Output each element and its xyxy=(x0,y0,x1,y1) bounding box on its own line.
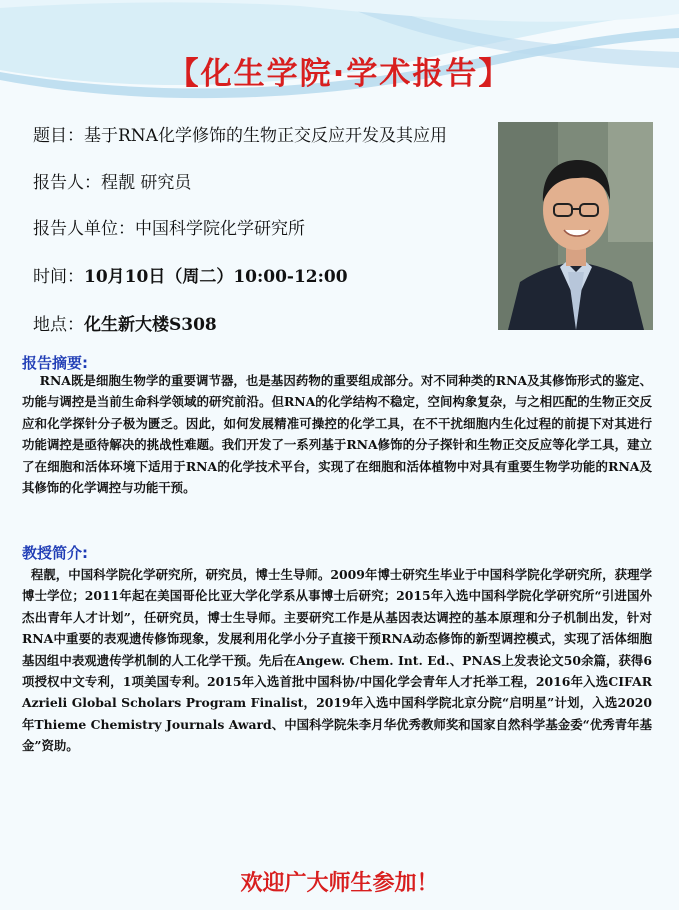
topic-line xyxy=(33,121,447,146)
time-date: 10月10日（周二） xyxy=(84,267,234,287)
time-value: 10:00-12:00 xyxy=(233,267,348,287)
page-title: 【化生学院·学术报告】 xyxy=(167,56,512,92)
bio-text: 程靓，中国科学院化学研究所，研究员，博士生导师。2009年博士研究生毕业于中国科学院化学研究所，获理学博士学位；2011年起在美国哥伦比亚大学化学系从事博士后研究；2015年入选中国科学院化学研究所“引进国外杰出青年人才计划”，任研究员，博士生导师。主要研究工作是从基因表达调控的基本原理和分子机制出发，针对RNA中重要的表观遗传修饰现象，发展利用化学小分子直接干预RNA动态修饰的新型调控模式，实现了活体细胞基因组中表观遗传学机制的人工化学干预。先后在Angew. Chem. Int. Ed.、PNAS上发表论文50余篇，获得6项授权中文专利，1项美国专利。2015年入选首批中国科协/中国化学会青年人才托举工程，2016年入选CIFAR Azrieli Global Scholars Program Finalist，2019年入选中国科学院北京分院“启明星”计划，入选2020年Thieme Chemistry Journals Award、中国科学院朱李月华优秀教师奖和国家自然科学基金委“优秀青年基金”资助。 xyxy=(22,567,657,754)
place-line xyxy=(33,310,217,335)
time-label: 时间： xyxy=(33,267,84,287)
bio-heading: 教授简介: xyxy=(22,544,88,562)
speaker-label: 报告人： xyxy=(33,173,101,193)
abstract-heading: 报告摘要: xyxy=(22,354,88,372)
affiliation-line xyxy=(33,214,305,239)
affiliation-value: 中国科学院化学研究所 xyxy=(135,219,305,239)
speaker-line xyxy=(33,168,191,193)
time-line xyxy=(33,262,348,287)
welcome-footer: 欢迎广大师生参加！ xyxy=(240,871,439,896)
speaker-portrait-illustration xyxy=(498,122,653,330)
affiliation-label: 报告人单位： xyxy=(33,219,135,239)
topic-value: 基于RNA化学修饰的生物正交反应开发及其应用 xyxy=(84,126,447,146)
speaker-value: 程靓 研究员 xyxy=(101,173,192,193)
place-label: 地点： xyxy=(33,315,84,335)
place-value: 化生新大楼S308 xyxy=(84,315,217,335)
speaker-photo xyxy=(498,122,653,330)
abstract-text: RNA既是细胞生物学的重要调节器，也是基因药物的重要组成部分。对不同种类的RNA及其修饰形式的鉴定、功能与调控是当前生命科学领域的研究前沿。但RNA的化学结构不稳定，空间构象复杂，与之相匹配的生物正交反应和化学探针分子极为匮乏。因此，如何发展精准可操控的化学工具，在不干扰细胞内生化过程的前提下对其进行功能调控是亟待解决的挑战性难题。我们开发了一系列基于RNA修饰的分子探针和生物正交反应等化学工具，建立了在细胞和活体环境下适用于RNA的化学技术平台，实现了在细胞和活体植物中对具有重要生物学功能的RNA及其修饰的化学调控与功能干预。 xyxy=(22,373,652,496)
topic-label: 题目： xyxy=(33,126,84,146)
